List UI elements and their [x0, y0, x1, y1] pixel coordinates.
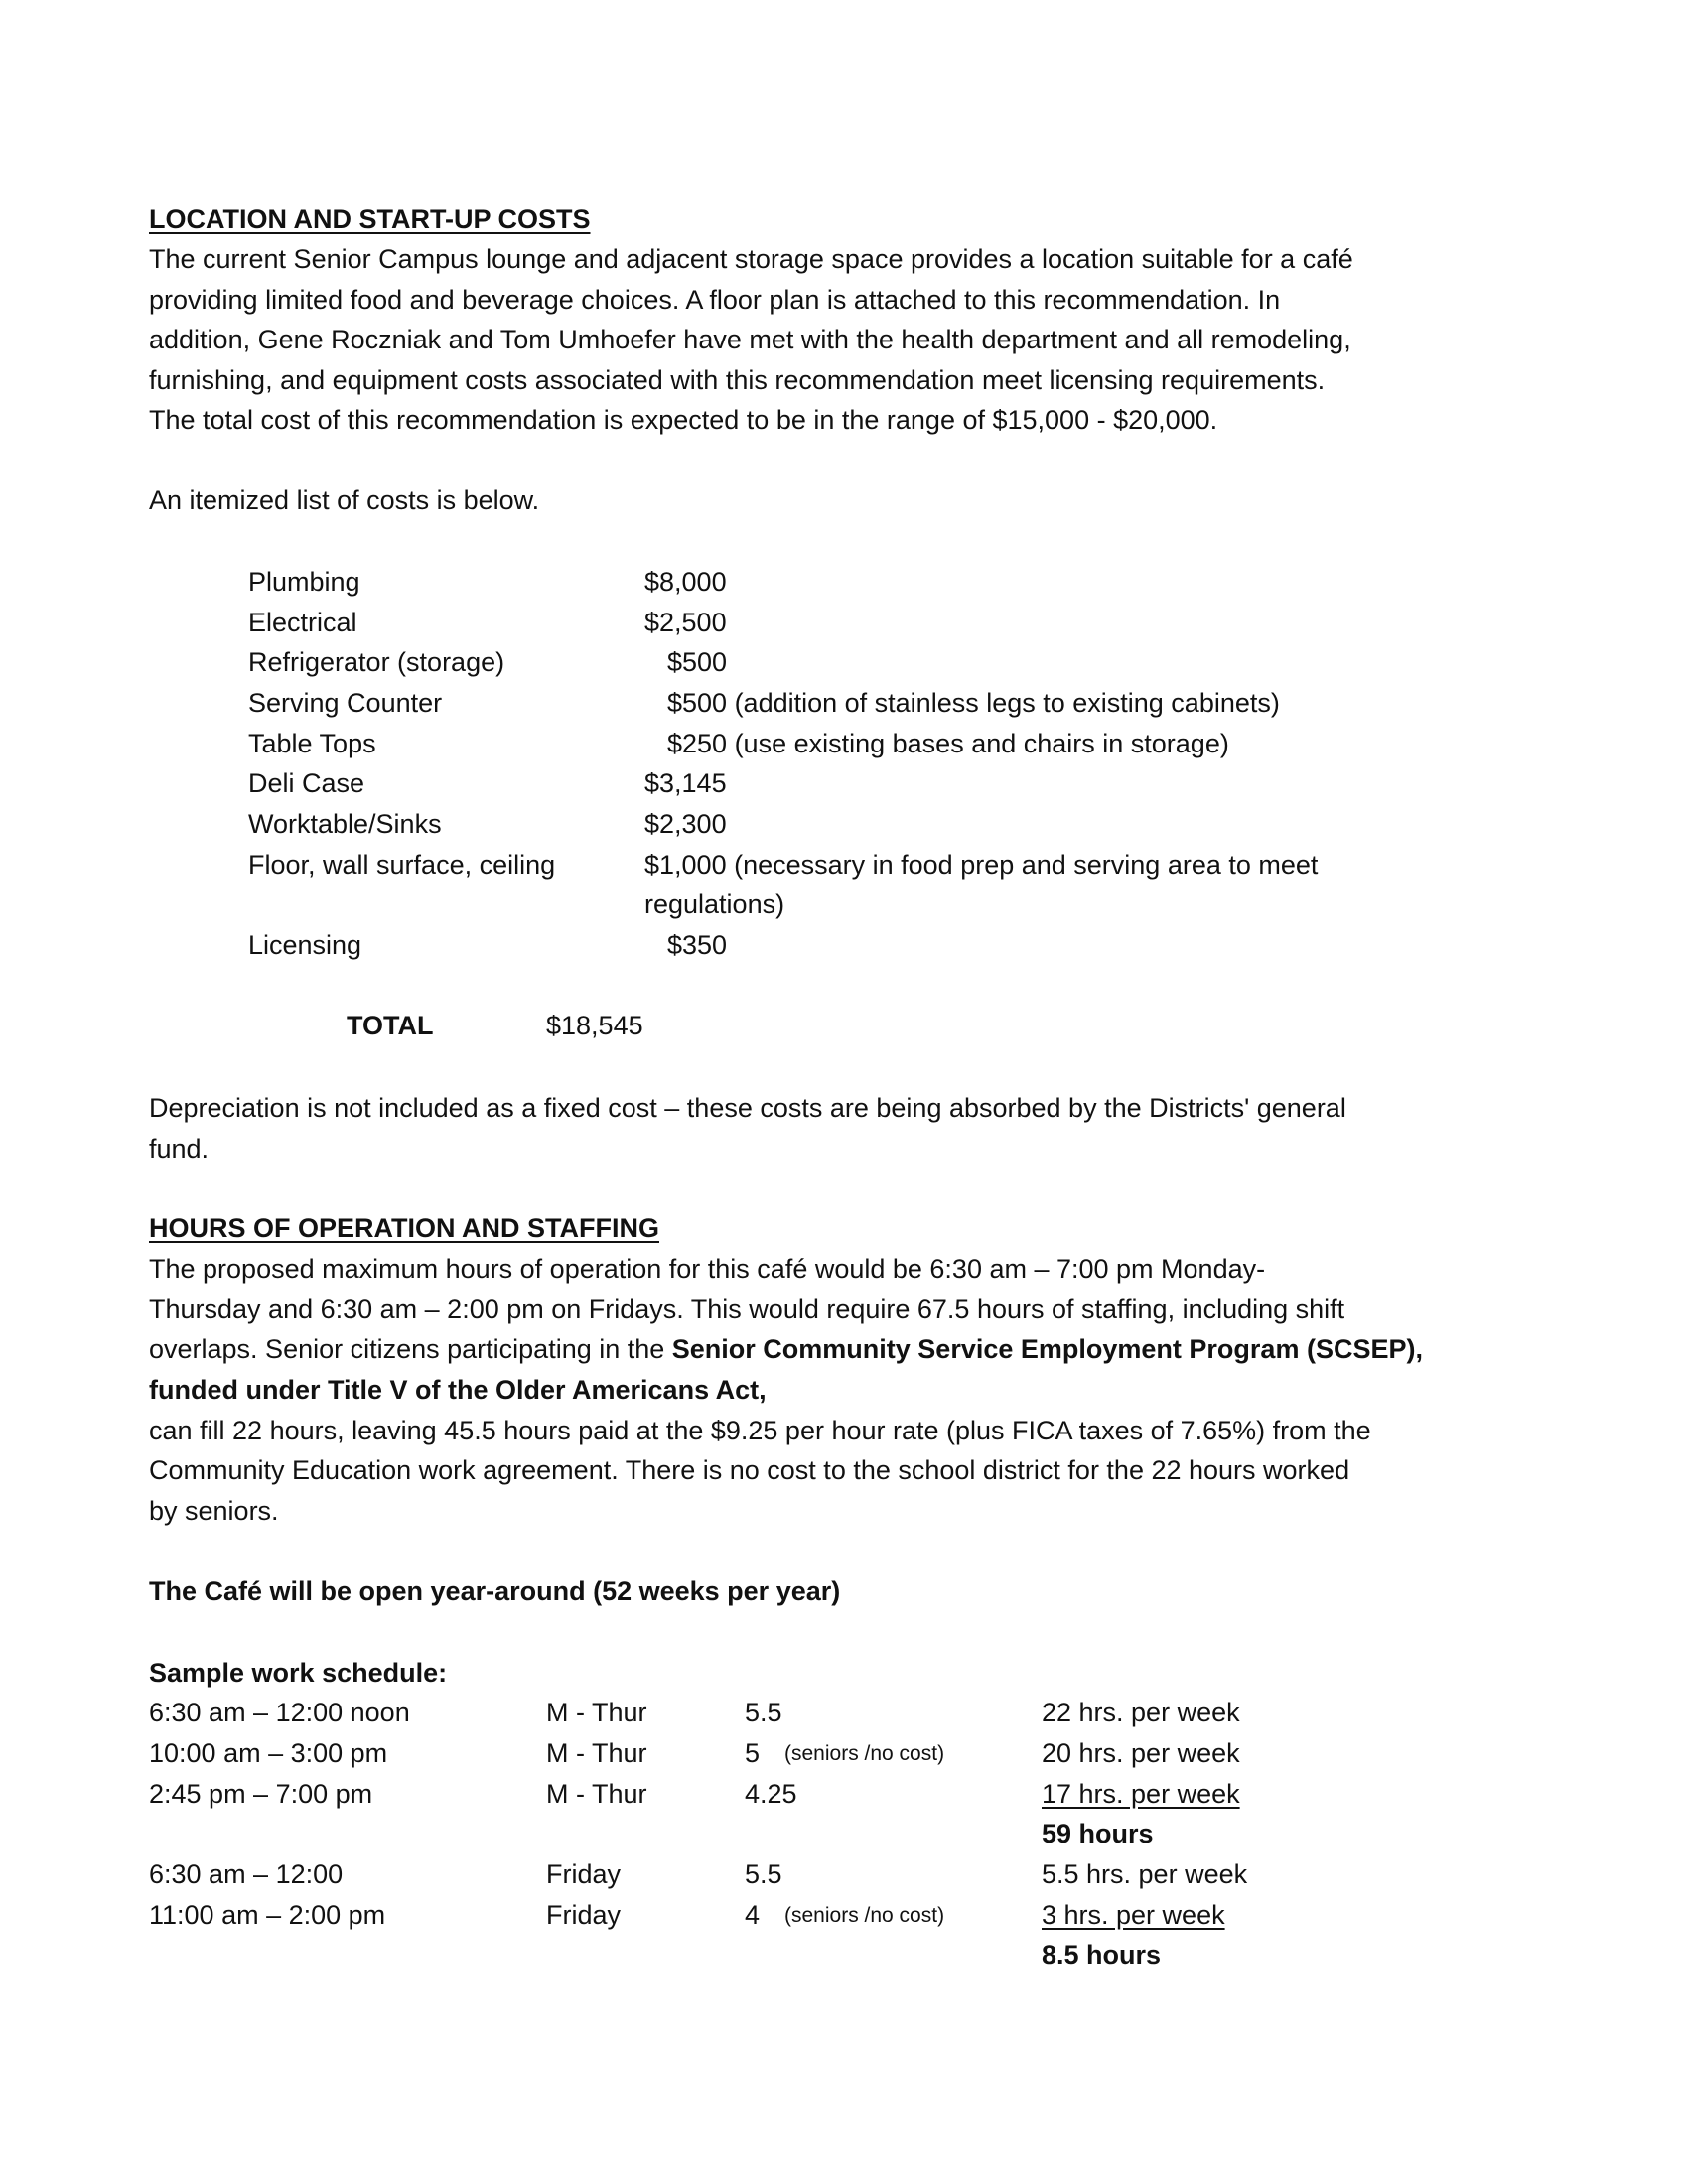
paragraph-line: Community Education work agreement. There is no cost to the school district for the 22 hours worked	[149, 1455, 1350, 1485]
schedule-weekly: 5.5 hrs. per week	[1042, 1859, 1248, 1889]
open-note: The Café will be open year-around (52 weeks per year)	[149, 1576, 841, 1606]
schedule-title: Sample work schedule:	[149, 1658, 448, 1688]
paragraph-line: Depreciation is not included as a fixed cost – these costs are being absorbed by the Districts' general	[149, 1093, 1346, 1123]
text: overlaps. Senior citizens participating in the	[149, 1334, 672, 1364]
schedule-hours: 4	[745, 1900, 761, 1930]
program-name: Senior Community Service Employment Program (SCSEP),	[671, 1334, 1423, 1364]
cost-item-label: Licensing	[248, 930, 362, 960]
cost-item-label: Refrigerator (storage)	[248, 647, 505, 677]
cost-item-amount: $2,500	[644, 608, 727, 637]
cost-item-label: Electrical	[248, 608, 357, 637]
section-heading-location: LOCATION AND START-UP COSTS	[149, 205, 591, 234]
schedule-note: (seniors /no cost)	[784, 1904, 945, 1927]
paragraph-line: The current Senior Campus lounge and adjacent storage space provides a location suitable for a café	[149, 244, 1353, 274]
section-heading-hours: HOURS OF OPERATION AND STAFFING	[149, 1213, 659, 1243]
total-label: TOTAL	[347, 1011, 434, 1040]
cost-item-amount-continued: regulations)	[644, 889, 785, 919]
schedule-days: M - Thur	[546, 1779, 647, 1809]
schedule-time: 6:30 am – 12:00	[149, 1859, 344, 1889]
schedule-time: 10:00 am – 3:00 pm	[149, 1738, 388, 1768]
schedule-hours: 5.5	[745, 1859, 782, 1889]
schedule-days: Friday	[546, 1900, 622, 1930]
cost-item-amount: $500	[667, 647, 728, 677]
schedule-weekly: 22 hrs. per week	[1042, 1698, 1240, 1727]
schedule-hours: 5	[745, 1738, 761, 1768]
cost-item-label: Floor, wall surface, ceiling	[248, 850, 556, 880]
cost-item-amount: $250 (use existing bases and chairs in storage)	[667, 729, 1229, 758]
paragraph-line: funded under Title V of the Older Americans Act,	[149, 1375, 767, 1405]
subtotal-mon-thur: 59 hours	[1042, 1819, 1154, 1848]
schedule-hours: 5.5	[745, 1698, 782, 1727]
schedule-time: 2:45 pm – 7:00 pm	[149, 1779, 373, 1809]
schedule-weekly: 17 hrs. per week	[1042, 1779, 1240, 1809]
subtotal-friday: 8.5 hours	[1042, 1940, 1162, 1970]
paragraph-line: fund.	[149, 1134, 210, 1163]
paragraph-line: furnishing, and equipment costs associated with this recommendation meet licensing requirements.	[149, 365, 1326, 395]
cost-item-label: Deli Case	[248, 768, 365, 798]
cost-item-amount: $1,000 (necessary in food prep and serving area to meet	[644, 850, 1319, 880]
schedule-note: (seniors /no cost)	[784, 1742, 945, 1765]
paragraph-line	[149, 1329, 1423, 1370]
paragraph-line: providing limited food and beverage choices. A floor plan is attached to this recommendation. In	[149, 285, 1281, 315]
schedule-weekly: 20 hrs. per week	[1042, 1738, 1240, 1768]
cost-item-amount: $3,145	[644, 768, 727, 798]
schedule-weekly: 3 hrs. per week	[1042, 1900, 1225, 1930]
paragraph-line: by seniors.	[149, 1496, 279, 1526]
schedule-time: 11:00 am – 2:00 pm	[149, 1900, 386, 1930]
paragraph-line: The proposed maximum hours of operation for this café would be 6:30 am – 7:00 pm Monday-	[149, 1254, 1266, 1284]
paragraph-line: can fill 22 hours, leaving 45.5 hours paid at the $9.25 per hour rate (plus FICA taxes of 7.65%) from the	[149, 1416, 1371, 1445]
cost-item-amount: $2,300	[644, 809, 727, 839]
itemized-intro: An itemized list of costs is below.	[149, 485, 540, 515]
paragraph-line: The total cost of this recommendation is expected to be in the range of $15,000 - $20,000.	[149, 405, 1218, 435]
schedule-days: M - Thur	[546, 1698, 647, 1727]
paragraph-line: Thursday and 6:30 am – 2:00 pm on Fridays. This would require 67.5 hours of staffing, including shift	[149, 1295, 1345, 1324]
schedule-time: 6:30 am – 12:00 noon	[149, 1698, 410, 1727]
paragraph-line: addition, Gene Roczniak and Tom Umhoefer have met with the health department and all remodeling,	[149, 325, 1351, 354]
cost-item-label: Table Tops	[248, 729, 376, 758]
total-value: $18,545	[546, 1011, 643, 1040]
schedule-hours: 4.25	[745, 1779, 797, 1809]
cost-item-label: Worktable/Sinks	[248, 809, 442, 839]
schedule-days: M - Thur	[546, 1738, 647, 1768]
cost-item-label: Plumbing	[248, 567, 360, 597]
cost-item-amount: $500 (addition of stainless legs to existing cabinets)	[667, 688, 1280, 718]
cost-item-amount: $350	[667, 930, 728, 960]
schedule-days: Friday	[546, 1859, 622, 1889]
cost-item-label: Serving Counter	[248, 688, 443, 718]
cost-item-amount: $8,000	[644, 567, 727, 597]
